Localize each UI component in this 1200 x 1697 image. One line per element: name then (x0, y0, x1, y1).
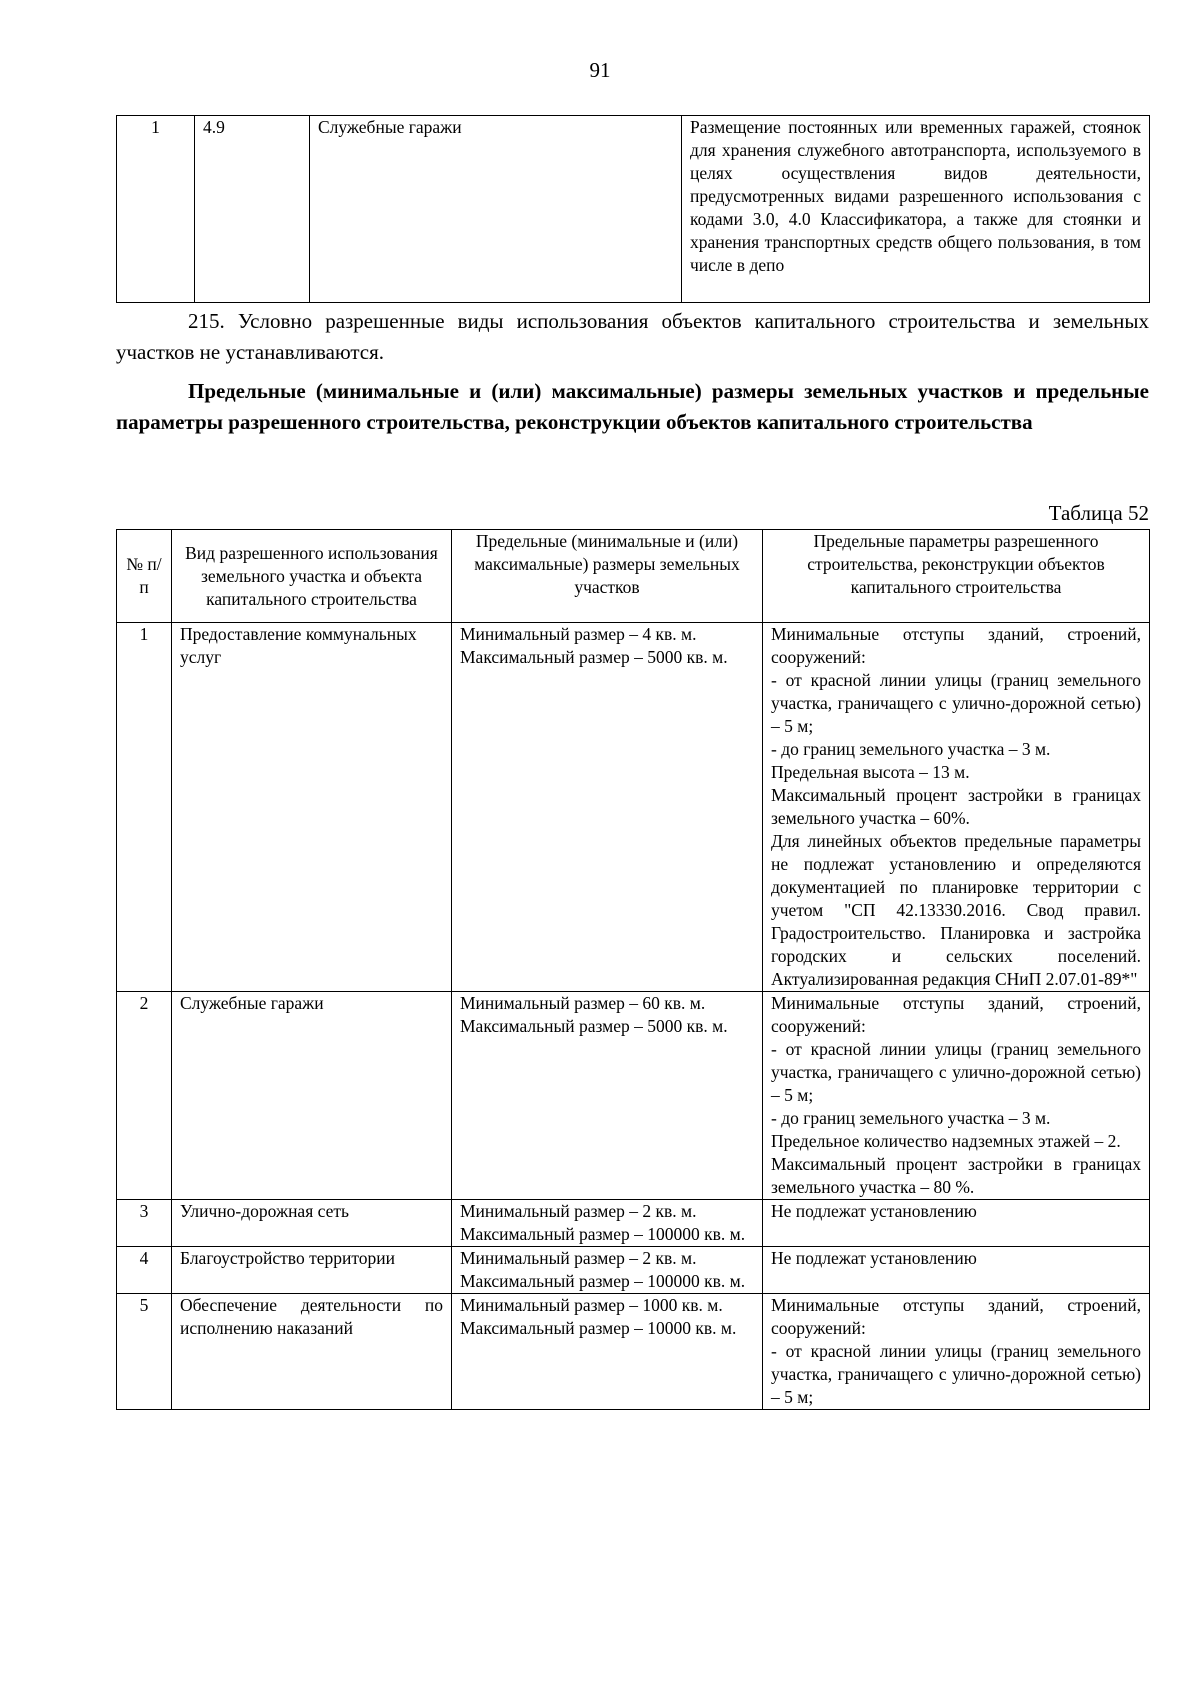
table-row (117, 1294, 1150, 1410)
param-line: Максимальный процент застройки в границах земельного участка – 80 %. (771, 1154, 1141, 1197)
size-max: Максимальный размер – 5000 кв. м. (460, 647, 728, 667)
param-line: - от красной линии улицы (границ земельного участка, граничащего с улично-дорожной сетью) – 5 м; (771, 1039, 1141, 1105)
size-min: Минимальный размер – 2 кв. м. (460, 1248, 697, 1268)
param-line: Минимальные отступы зданий, строений, сооружений: (771, 1295, 1141, 1338)
row-params (763, 623, 1150, 992)
row-use: Обеспечение деятельности по исполнению наказаний (172, 1294, 452, 1410)
param-line: - от красной линии улицы (границ земельного участка, граничащего с улично-дорожной сетью) – 5 м; (771, 670, 1141, 736)
table-row (117, 992, 1150, 1200)
header-use: Вид разрешенного использования земельного участка и объекта капитального строительства (172, 530, 452, 623)
param-line: Минимальные отступы зданий, строений, сооружений: (771, 993, 1141, 1036)
size-min: Минимальный размер – 60 кв. м. (460, 993, 706, 1013)
param-line: Не подлежат установлению (771, 1248, 977, 1268)
row-size (452, 992, 763, 1200)
param-line: - от красной линии улицы (границ земельного участка, граничащего с улично-дорожной сетью) – 5 м; (771, 1341, 1141, 1407)
table-caption: Таблица 52 (1048, 501, 1149, 525)
row-params (763, 992, 1150, 1200)
size-max: Максимальный размер – 100000 кв. м. (460, 1224, 746, 1244)
row-params (763, 1200, 1150, 1247)
header-params: Предельные параметры разрешенного строительства, реконструкции объектов капитального строительства (763, 530, 1150, 623)
section-heading: Предельные (минимальные и (или) максимальные) размеры земельных участков и предельные параметры разрешенного строительства, реконструкции объектов капитального строительства (116, 379, 1149, 434)
header-num: № п/п (117, 530, 172, 623)
param-line: Для линейных объектов предельные параметры не подлежат установлению и определяются документацией по планировке территории с учетом "СП 42.13330.2016. Свод правил. Градостроительство. Планировка и застройка городских и сельских поселений. Актуализированная редакция СНиП 2.07.01-89*" (771, 831, 1141, 989)
size-max: Максимальный размер – 10000 кв. м. (460, 1318, 737, 1338)
row-number: 1 (117, 116, 195, 303)
size-max: Максимальный размер – 100000 кв. м. (460, 1271, 746, 1291)
row-size (452, 1294, 763, 1410)
row-params (763, 1247, 1150, 1294)
table-row (117, 1247, 1150, 1294)
size-min: Минимальный размер – 2 кв. м. (460, 1201, 697, 1221)
param-line: Предельная высота – 13 м. (771, 762, 970, 782)
row-number: 3 (117, 1200, 172, 1247)
param-line: Минимальные отступы зданий, строений, сооружений: (771, 624, 1141, 667)
row-use: Служебные гаражи (172, 992, 452, 1200)
size-max: Максимальный размер – 5000 кв. м. (460, 1016, 728, 1036)
param-line: - до границ земельного участка – 3 м. (771, 1108, 1051, 1128)
use-name: Служебные гаражи (310, 116, 682, 303)
param-line: - до границ земельного участка – 3 м. (771, 739, 1051, 759)
continued-use-table (116, 115, 1150, 303)
row-size (452, 1247, 763, 1294)
use-code: 4.9 (195, 116, 310, 303)
header-size: Предельные (минимальные и (или) максимальные) размеры земельных участков (452, 530, 763, 623)
row-use: Предоставление коммунальных услуг (172, 623, 452, 992)
table-row (117, 623, 1150, 992)
row-size (452, 623, 763, 992)
use-description: Размещение постоянных или временных гаражей, стоянок для хранения служебного автотранспорта, используемого в целях осуществления видов деятельности, предусмотренных видами разрешенного использования с кодами 3.0, 4.0 Классификатора, а также для стоянки и хранения транспортных средств общего пользования, в том числе в депо (682, 116, 1150, 303)
row-number: 5 (117, 1294, 172, 1410)
row-number: 4 (117, 1247, 172, 1294)
row-params (763, 1294, 1150, 1410)
row-number: 1 (117, 623, 172, 992)
row-use: Улично-дорожная сеть (172, 1200, 452, 1247)
limits-table (116, 529, 1150, 1410)
param-line: Не подлежат установлению (771, 1201, 977, 1221)
row-use: Благоустройство территории (172, 1247, 452, 1294)
param-line: Предельное количество надземных этажей – 2. (771, 1131, 1121, 1151)
paragraph-215: 215. Условно разрешенные виды использования объектов капитального строительства и земельных участков не устанавливаются. (116, 309, 1149, 364)
table-header-row (117, 530, 1150, 623)
table-row (117, 116, 1150, 303)
page-number: 91 (589, 58, 611, 82)
size-min: Минимальный размер – 1000 кв. м. (460, 1295, 723, 1315)
row-number: 2 (117, 992, 172, 1200)
table-row (117, 1200, 1150, 1247)
param-line: Максимальный процент застройки в границах земельного участка – 60%. (771, 785, 1141, 828)
size-min: Минимальный размер – 4 кв. м. (460, 624, 697, 644)
row-size (452, 1200, 763, 1247)
